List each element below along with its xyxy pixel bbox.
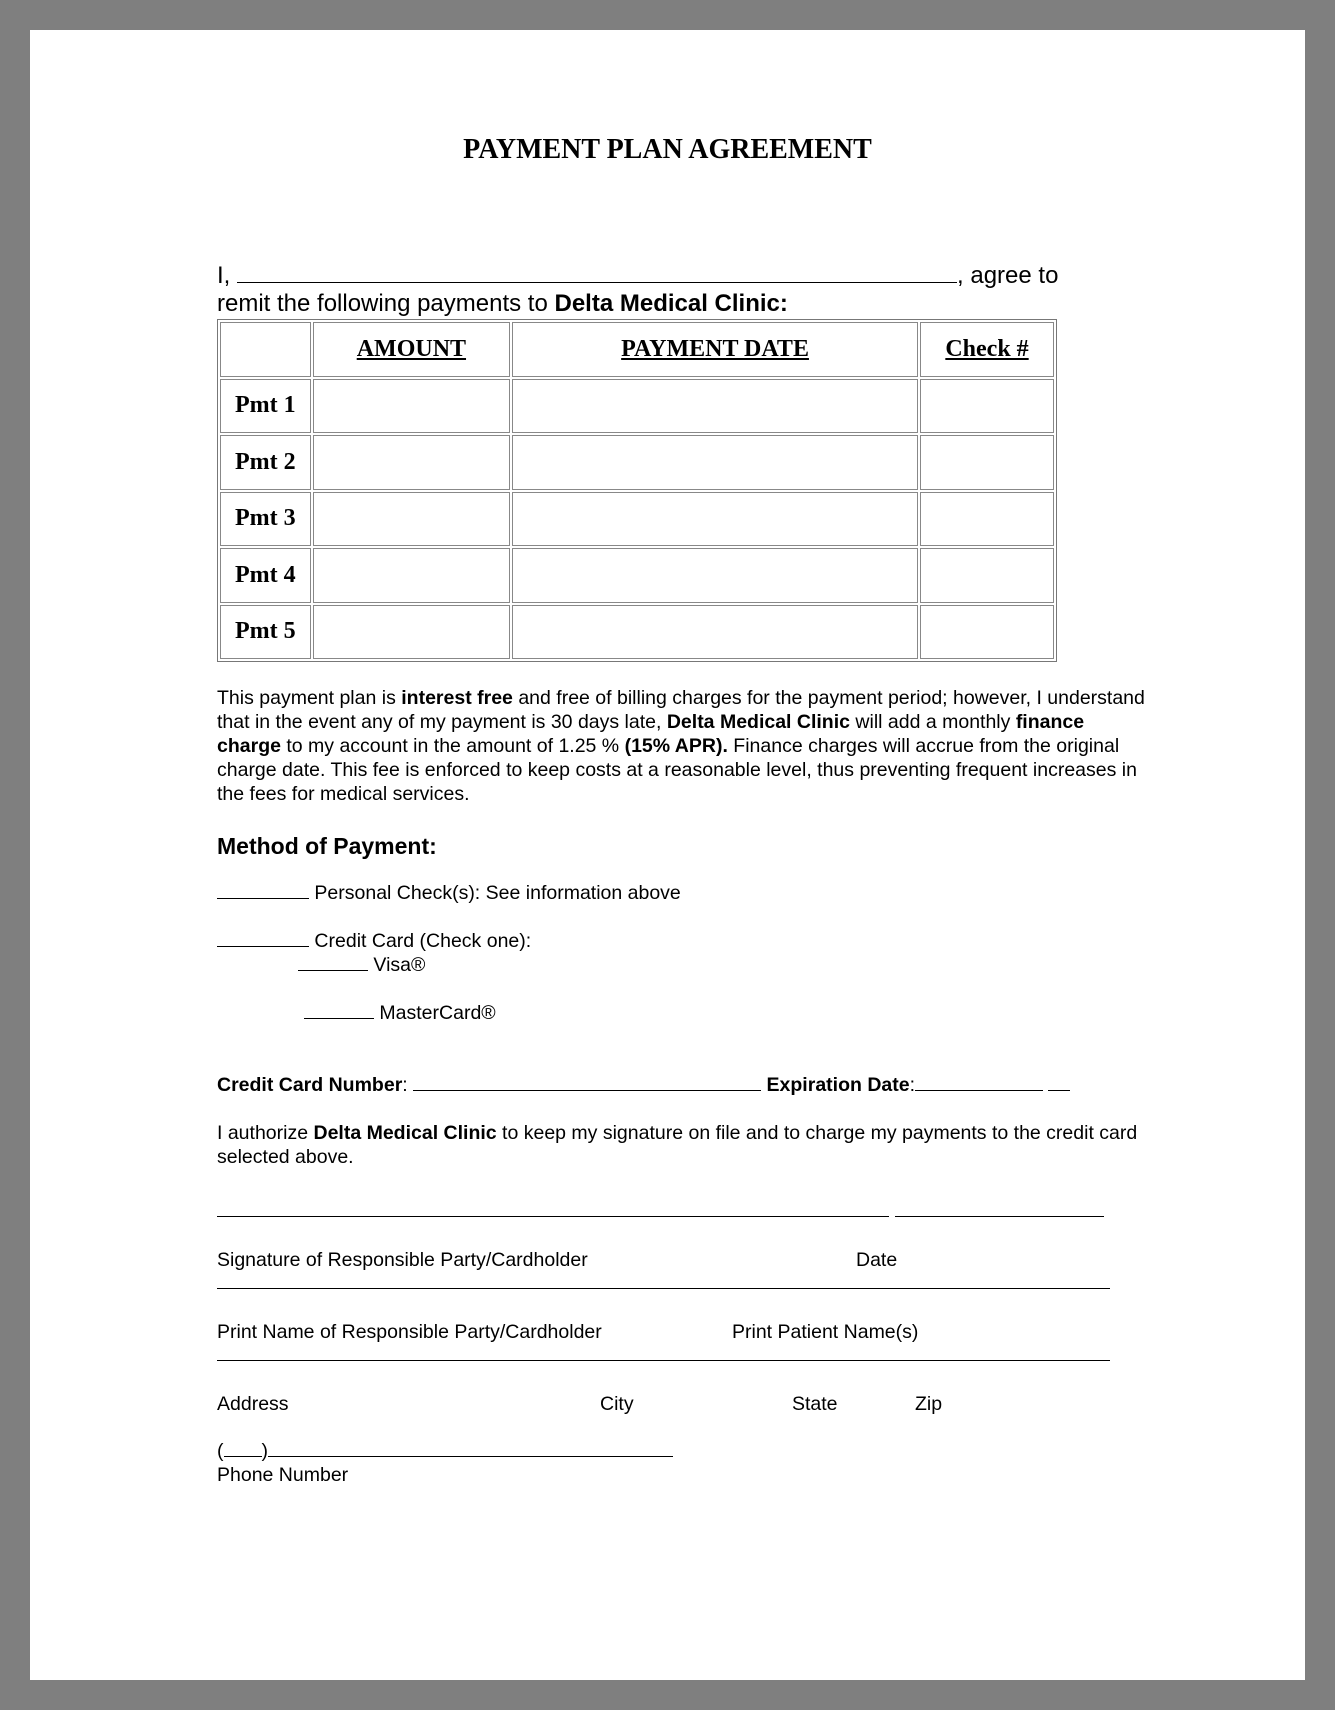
table-row [220,605,1054,660]
address-label: Address [217,1393,289,1415]
print-name-label: Print Name of Responsible Party/Cardholder [217,1321,602,1343]
card-number-label: Credit Card Number [217,1074,403,1096]
terms-apr: (15% APR). [624,735,728,757]
credit-card-label: Credit Card (Check one): [314,930,532,952]
table-header-payment-date: PAYMENT DATE [512,322,918,377]
payment-date-cell[interactable] [512,435,918,490]
signature-line[interactable] [217,1216,889,1217]
date-label: Date [856,1249,898,1271]
table-header-check-number: Check # [920,322,1054,377]
authorization-paragraph [217,1121,1147,1169]
credit-card-option [217,930,531,953]
print-name-line[interactable] [217,1288,1110,1289]
amount-cell[interactable] [313,435,510,490]
date-line[interactable] [895,1216,1104,1217]
row-label: Pmt 1 [220,379,311,434]
check-number-cell[interactable] [920,379,1054,434]
terms-text: to my account in the amount of 1.25 % [280,735,625,757]
card-details-line [217,1074,1070,1097]
phone-area-code-blank[interactable] [224,1456,262,1457]
method-heading: Method of Payment: [217,833,437,859]
table-row [220,492,1054,547]
intro-line-2 [217,290,788,318]
terms-interest-free: interest free [401,687,513,709]
check-number-cell[interactable] [920,435,1054,490]
signature-label: Signature of Responsible Party/Cardholder [217,1249,588,1271]
expiration-year-blank[interactable] [1048,1090,1070,1091]
row-label: Pmt 3 [220,492,311,547]
patient-name-label: Print Patient Name(s) [732,1321,919,1343]
intro-prefix: I, [217,262,231,289]
row-label: Pmt 2 [220,435,311,490]
state-label: State [792,1393,838,1415]
payment-date-cell[interactable] [512,548,918,603]
amount-cell[interactable] [313,492,510,547]
authorize-clinic-name: Delta Medical Clinic [313,1122,497,1144]
terms-text: Finance charges will accrue from the original charge date. This fee is enforced to keep costs at a reasonable level, thus preventing frequent increases in the fees for medical services. [217,735,1137,805]
address-line[interactable] [217,1360,1110,1361]
name-blank[interactable] [237,282,957,283]
intro-remit-text: remit the following payments to [217,290,548,317]
mastercard-label: MasterCard® [379,1002,496,1024]
terms-finance-charge: finance charge [217,711,1085,757]
row-label: Pmt 5 [220,605,311,660]
document-title: PAYMENT PLAN AGREEMENT [463,134,872,165]
row-label: Pmt 4 [220,548,311,603]
table-row [220,435,1054,490]
terms-text: This payment plan is [217,687,402,709]
intro-clinic-name: Delta Medical Clinic: [554,290,788,317]
expiration-month-blank[interactable] [915,1090,1043,1091]
payment-date-cell[interactable] [512,379,918,434]
terms-paragraph [217,686,1147,806]
phone-area-close-paren: ) [261,1440,268,1462]
phone-label: Phone Number [217,1464,349,1486]
table-row [220,379,1054,434]
credit-card-blank[interactable] [217,946,309,947]
table-row [220,548,1054,603]
check-number-cell[interactable] [920,492,1054,547]
card-number-blank[interactable] [413,1090,761,1091]
personal-check-option [217,882,681,905]
amount-cell[interactable] [313,379,510,434]
mastercard-blank[interactable] [304,1018,374,1019]
personal-check-label: Personal Check(s): See information above [314,882,681,904]
expiration-colon: : [909,1074,916,1096]
visa-label: Visa® [373,954,426,976]
visa-option [298,954,425,977]
personal-check-blank[interactable] [217,898,309,899]
payment-date-cell[interactable] [512,605,918,660]
visa-blank[interactable] [298,970,368,971]
table-header-amount: AMOUNT [313,322,510,377]
document-page [30,30,1305,1680]
intro-line-1 [217,262,1058,290]
authorize-text: to keep my signature on file and to charge my payments to the credit card selected above. [217,1122,1138,1168]
card-number-colon: : [402,1074,408,1096]
mastercard-option [304,1002,496,1025]
terms-clinic-name: Delta Medical Clinic [666,711,850,733]
expiration-label: Expiration Date [766,1074,910,1096]
amount-cell[interactable] [313,605,510,660]
phone-number-blank[interactable] [268,1456,673,1457]
phone-field [217,1440,673,1463]
phone-area-open-paren: ( [217,1440,224,1462]
intro-suffix: , agree to [957,262,1059,289]
city-label: City [600,1393,634,1415]
terms-text: and free of billing charges for the payment period; however, I understand that in the event any of my payment is 30 days late, [217,687,1145,733]
check-number-cell[interactable] [920,548,1054,603]
payment-date-cell[interactable] [512,492,918,547]
table-header-blank [220,322,311,377]
authorize-text: I authorize [217,1122,314,1144]
table-header-row [220,322,1054,377]
terms-text: will add a monthly [849,711,1016,733]
check-number-cell[interactable] [920,605,1054,660]
payment-table [217,319,1057,662]
zip-label: Zip [915,1393,943,1415]
amount-cell[interactable] [313,548,510,603]
